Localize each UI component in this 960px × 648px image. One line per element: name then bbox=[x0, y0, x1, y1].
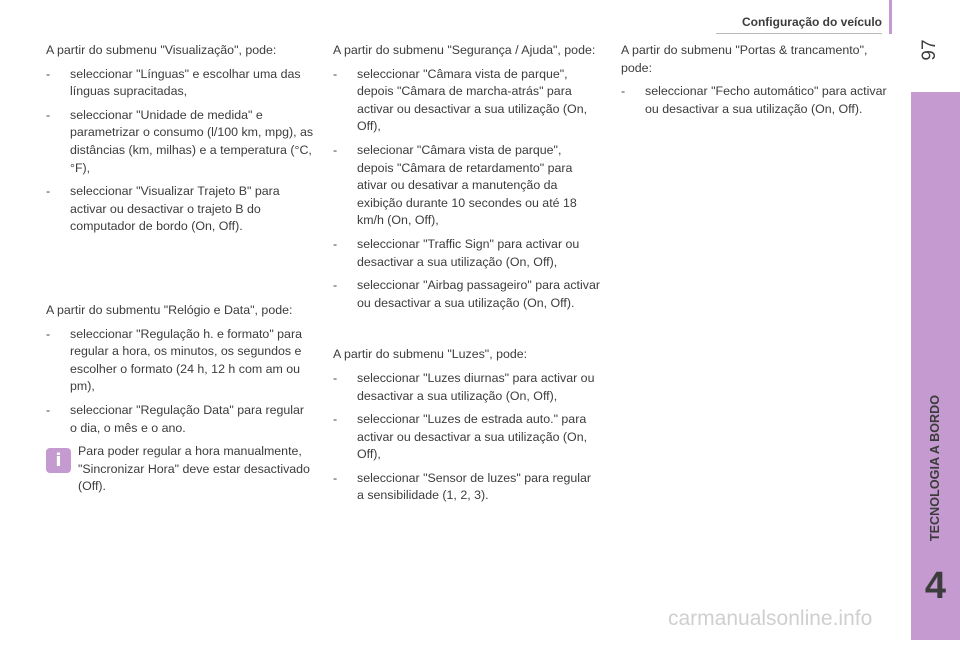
list-item: - seleccionar "Fecho automático" para activar ou desactivar a sua utilização (On, Off). bbox=[621, 84, 887, 116]
list-item: - seleccionar "Regulação Data" para regular o dia, o mês e o ano. bbox=[46, 402, 305, 435]
chapter-side-tab bbox=[911, 92, 960, 640]
option-list bbox=[333, 66, 601, 313]
option-list bbox=[46, 66, 314, 236]
info-note-text: Para poder regular a hora manualmente, "Sincronizar Hora" deve estar desactivado (Off). bbox=[78, 444, 310, 494]
chapter-number: 4 bbox=[924, 565, 947, 607]
list-item: - seleccionar "Airbag passageiro" para activar ou desactivar a sua utilização (On, Off). bbox=[333, 278, 600, 310]
section-intro: A partir do submenu "Visualização", pode: bbox=[46, 43, 277, 57]
list-item: - selecionar "Câmara vista de parque", depois "Câmara de retardamento" para ativar ou desativar a manutenção da exibição durante 10 secondes ou até 18 km/h (On, Off), bbox=[333, 142, 577, 228]
section-luzes bbox=[333, 346, 601, 505]
section-intro: A partir do submentu "Relógio e Data", pode: bbox=[46, 302, 293, 317]
section-intro: A partir do submenu "Portas & trancamento", pode: bbox=[621, 43, 868, 75]
option-list bbox=[621, 83, 889, 118]
page-number: 97 bbox=[919, 39, 940, 61]
section-portas-trancamento bbox=[621, 42, 889, 118]
text-column-2 bbox=[333, 42, 601, 511]
list-item: - seleccionar "Sensor de luzes" para regular a sensibilidade (1, 2, 3). bbox=[333, 470, 592, 503]
section-visualizacao bbox=[46, 42, 314, 236]
header-rule bbox=[716, 33, 882, 34]
running-header-title: Configuração do veículo bbox=[741, 15, 882, 29]
section-intro: A partir do submenu "Luzes", pode: bbox=[333, 347, 528, 362]
list-item: - seleccionar "Luzes diurnas" para activar ou desactivar a sua utilização (On, Off), bbox=[333, 370, 595, 403]
info-icon: i bbox=[46, 448, 71, 473]
list-item: - seleccionar "Regulação h. e formato" para regular a hora, os minutos, os segundos e escolher o formato (24 h, 12 h com am ou pm), bbox=[46, 326, 302, 394]
section-intro: A partir do submenu "Segurança / Ajuda", pode: bbox=[333, 43, 596, 57]
info-note bbox=[46, 443, 314, 496]
option-list bbox=[46, 326, 314, 438]
text-column-1 bbox=[46, 42, 314, 496]
list-item: - seleccionar "Luzes de estrada auto." para activar ou desactivar a sua utilização (On, Off), bbox=[333, 412, 588, 462]
section-relogio-data bbox=[46, 302, 314, 496]
list-item: - seleccionar "Traffic Sign" para activar ou desactivar a sua utilização (On, Off), bbox=[333, 236, 580, 269]
watermark: carmanualsonline.info bbox=[668, 607, 873, 630]
header-accent-bar bbox=[889, 0, 892, 34]
text-column-3 bbox=[621, 42, 889, 124]
list-item: - seleccionar "Unidade de medida" e parametrizar o consumo (l/100 km, mpg), as distâncias (km, milhas) e a temperatura (°C, °F), bbox=[46, 107, 314, 175]
option-list bbox=[333, 370, 601, 505]
section-seguranca-ajuda bbox=[333, 42, 601, 312]
list-item: - seleccionar "Câmara vista de parque", depois "Câmara de marcha-atrás" para activar ou desactivar a sua utilização (On, Off), bbox=[333, 66, 588, 134]
list-item: - seleccionar "Visualizar Trajeto B" para activar ou desactivar o trajeto B do computador de bordo (On, Off). bbox=[46, 184, 280, 234]
chapter-label: TECNOLOGIA A BORDO bbox=[927, 394, 942, 542]
list-item: - seleccionar "Línguas" e escolhar uma das línguas supracitadas, bbox=[46, 66, 301, 99]
